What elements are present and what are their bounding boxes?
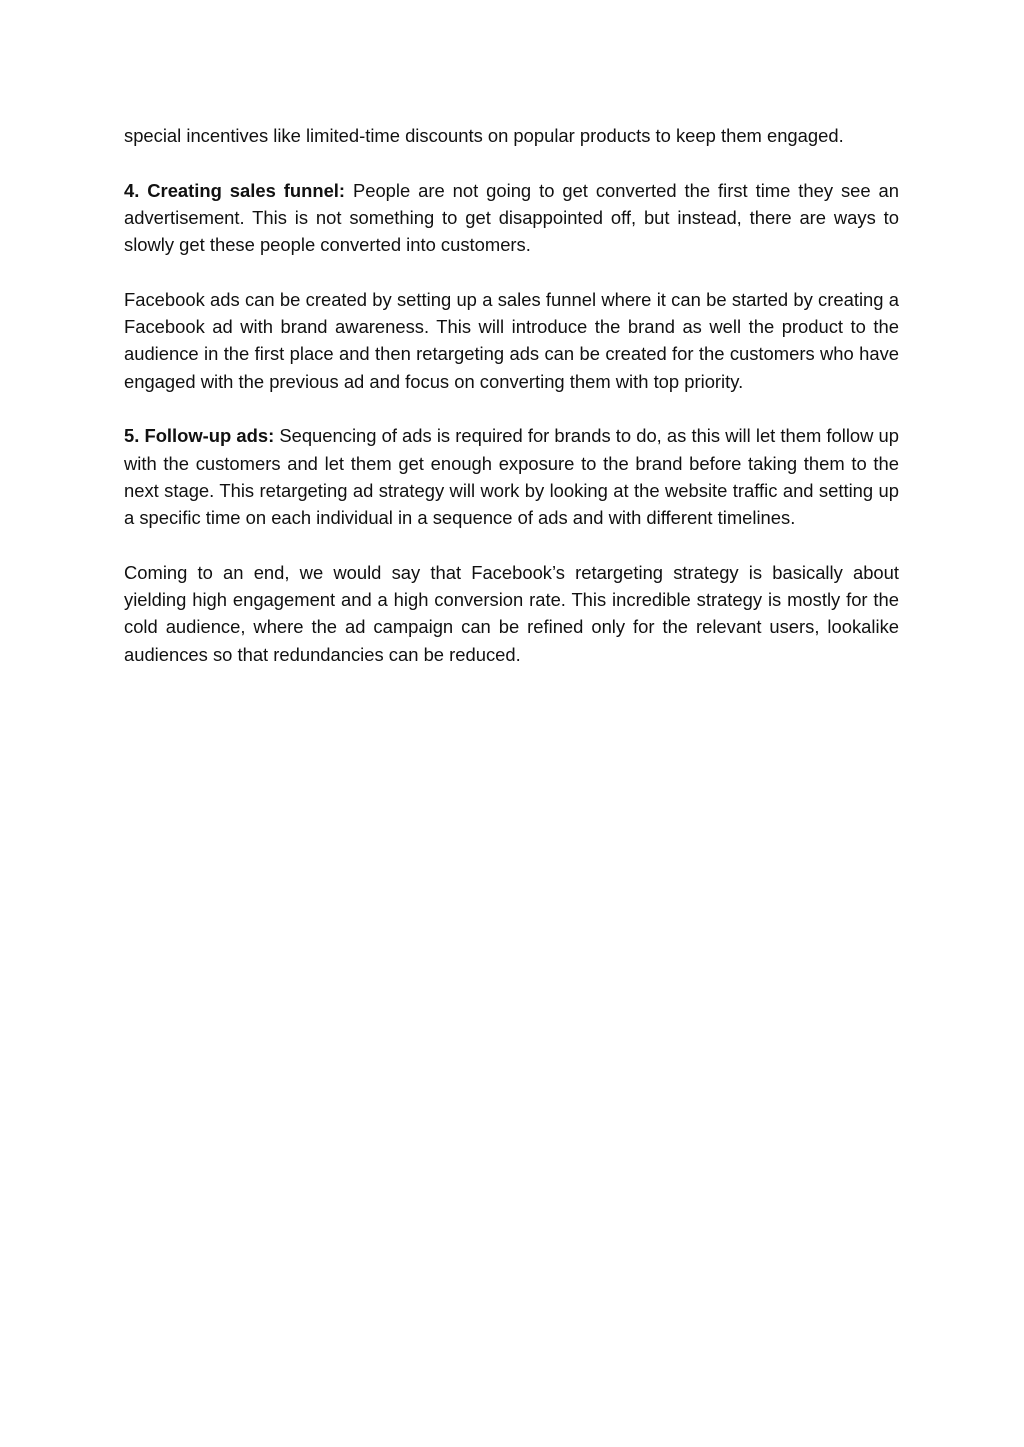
paragraph-text: Facebook ads can be created by setting up a sales funnel where it can be started by creating a Facebook ad with brand awareness. This will introduce the brand as well the product to the audience in the first place and then retargeting ads can be created for the customers who have engaged with the previous ad and focus on converting them with top priority. (124, 288, 899, 392)
paragraph-facebook-ads-funnel (124, 286, 899, 395)
paragraph-text: People are not going to get converted the first time they see an advertisement. This is not something to get disappointed off, but instead, there are ways to slowly get these people converted into customers. (124, 179, 899, 256)
paragraph-incentives-continuation (124, 122, 899, 149)
paragraph-text: special incentives like limited-time discounts on popular products to keep them engaged. (124, 125, 844, 146)
section-heading-follow-up-ads: 5. Follow-up ads: (124, 425, 275, 447)
paragraph-follow-up-ads (124, 422, 899, 531)
document-body (124, 122, 899, 695)
paragraph-text: Coming to an end, we would say that Facebook’s retargeting strategy is basically about yielding high engagement and a high conversion rate. This incredible strategy is mostly for the cold audience, where the ad campaign can be refined only for the relevant users, lookalike audiences so that redundancies can be reduced. (124, 561, 899, 665)
paragraph-creating-sales-funnel (124, 177, 899, 259)
paragraph-conclusion (124, 559, 899, 668)
section-heading-creating-sales-funnel: 4. Creating sales funnel: (124, 179, 346, 201)
paragraph-text: Sequencing of ads is required for brands to do, as this will let them follow up with the customers and let them get enough exposure to the brand before taking them to the next stage. This retargeting ad strategy will work by looking at the website traffic and setting up a specific time on each individual in a sequence of ads and with different timelines. (124, 425, 899, 529)
